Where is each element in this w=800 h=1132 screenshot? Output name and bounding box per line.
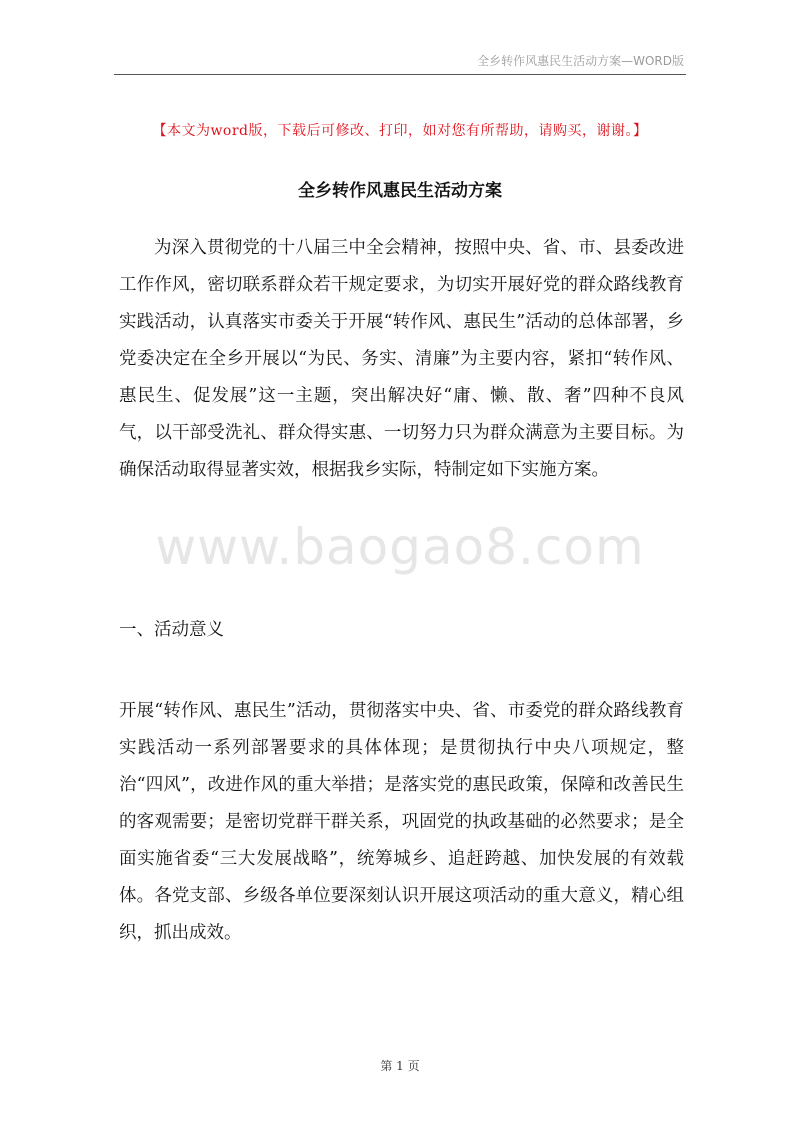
section-heading: 一、活动意义 — [119, 620, 224, 640]
watermark: www.baogao8.com — [155, 518, 645, 576]
page-header — [114, 50, 686, 75]
document-title: 全乡转作风惠民生活动方案 — [298, 181, 502, 201]
download-notice: 【本文为word版，下载后可修改、打印，如对您有所帮助，请购买，谢谢。】 — [152, 123, 648, 139]
section-paragraph: 开展“转作风、惠民生”活动，贯彻落实中央、省、市委党的群众路线教育实践活动一系列部署要求的具体体现；是贯彻执行中央八项规定，整治“四风”，改进作风的重大举措；是落实党的惠民政策，保障和改善民生的客观需要；是密切党群干群关系，巩固党的执政基础的必然要求；是全面实施省委“三大发展战略”，统筹城乡、追赶跨越、加快发展的有效载体。各党支部、乡级各单位要深刻认识开展这项活动的重大意义，精心组织，抓出成效。 — [119, 701, 684, 943]
intro-paragraph: 为深入贯彻党的十八届三中全会精神，按照中央、省、市、县委改进工作作风，密切联系群众若干规定要求，为切实开展好党的群众路线教育实践活动，认真落实市委关于开展“转作风、惠民生”活动的总体部署，乡党委决定在全乡开展以“为民、务实、清廉”为主要内容，紧扣“转作风、惠民生、促发展”这一主题，突出解决好“庸、懒、散、奢”四种不良风气，以干部受洗礼、群众得实惠、一切努力只为群众满意为主要目标。为确保活动取得显著实效，根据我乡实际，特制定如下实施方案。 — [119, 238, 684, 480]
running-title: 全乡转作风惠民生活动方案—WORD版 — [477, 54, 684, 68]
page-number: 第 1 页 — [380, 1059, 420, 1073]
